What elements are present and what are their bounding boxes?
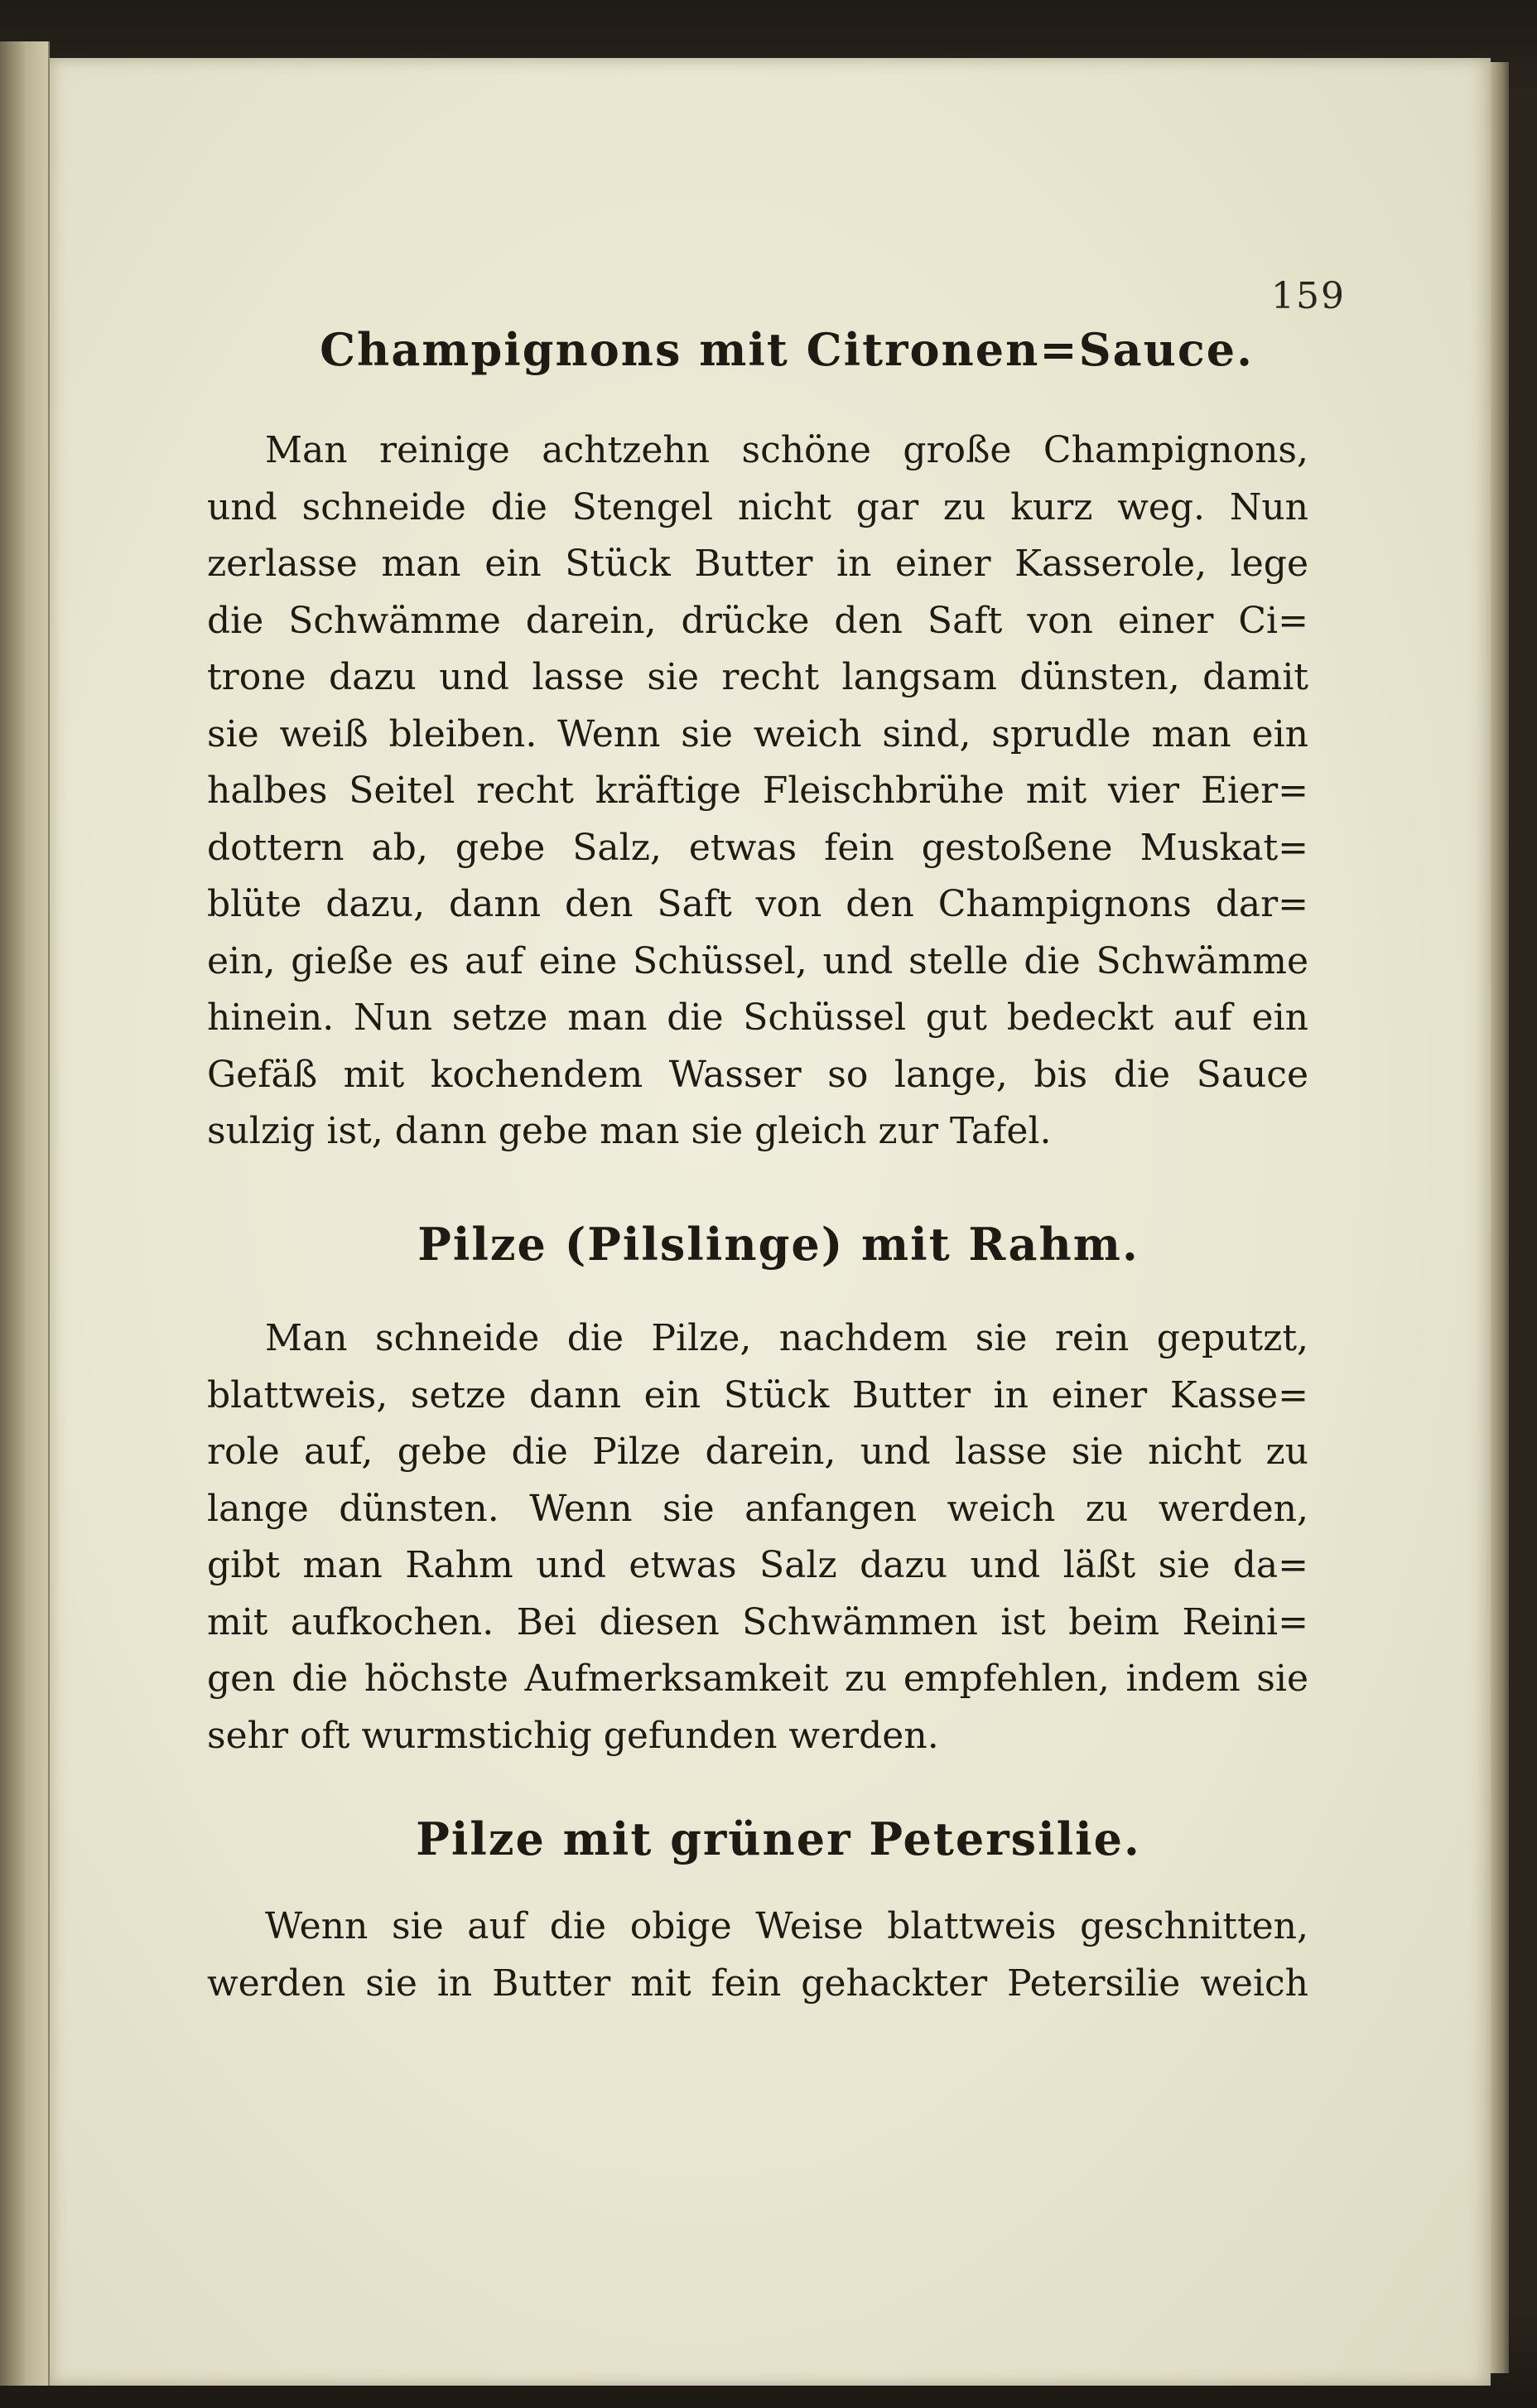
left-page-edge [0,41,50,2386]
text-line: sie weiß bleiben. Wenn sie weich sind, sprudle man ein [207,712,1308,755]
text-line: ein, gieße es auf eine Schüssel, und stelle die Schwämme [207,939,1308,982]
text-line: lange dünsten. Wenn sie anfangen weich zu werden, [207,1487,1308,1530]
text-line: werden sie in Butter mit fein gehackter Petersilie weich [207,1962,1308,2005]
text-line: hinein. Nun setze man die Schüssel gut bedeckt auf ein [207,996,1308,1039]
text-line: und schneide die Stengel nicht gar zu kurz weg. Nun [207,485,1308,528]
section-heading-champignons: Champignons mit Citronen=Sauce. [320,323,1254,376]
text-line: blattweis, setze dann ein Stück Butter in einer Kasse= [207,1373,1308,1416]
section-paragraph-pilze-rahm [207,1310,1308,1764]
text-line: Man schneide die Pilze, nachdem sie rein geputzt, [265,1317,1308,1359]
section-heading-pilze-rahm: Pilze (Pilslinge) mit Rahm. [417,1218,1140,1271]
section-paragraph-champignons [207,422,1308,1161]
text-line: die Schwämme darein, drücke den Saft von einer Ci= [207,599,1308,642]
text-line: trone dazu und lasse sie recht langsam dünsten, damit [207,656,1308,698]
text-line: gibt man Rahm und etwas Salz dazu und läßt sie da= [207,1544,1308,1586]
text-line: role auf, gebe die Pilze darein, und lasse sie nicht zu [207,1431,1308,1473]
text-line: blüte dazu, dann den Saft von den Champignons dar= [207,883,1308,925]
text-line: Gefäß mit kochendem Wasser so lange, bis die Sauce [207,1053,1308,1096]
text-line: halbes Seitel recht kräftige Fleischbrühe mit vier Eier= [207,770,1308,812]
section-paragraph-pilze-petersilie [207,1899,1308,2012]
text-line: gen die höchste Aufmerksamkeit zu empfehlen, indem sie [207,1658,1308,1700]
book-page [50,58,1491,2386]
section-heading-pilze-petersilie: Pilze mit grüner Petersilie. [416,1812,1141,1865]
text-line: mit aufkochen. Bei diesen Schwämmen ist beim Reini= [207,1600,1308,1643]
text-line: sehr oft wurmstichig gefunden werden. [207,1714,939,1757]
text-line: dottern ab, gebe Salz, etwas fein gestoßene Muskat= [207,826,1308,869]
text-line: sulzig ist, dann gebe man sie gleich zur Tafel. [207,1110,1052,1152]
text-line: Man reinige achtzehn schöne große Champignons, [265,429,1308,471]
text-line: Wenn sie auf die obige Weise blattweis geschnitten, [265,1905,1308,1947]
text-line: zerlasse man ein Stück Butter in einer Kasserole, lege [207,543,1308,585]
page-number: 159 [1271,275,1346,317]
